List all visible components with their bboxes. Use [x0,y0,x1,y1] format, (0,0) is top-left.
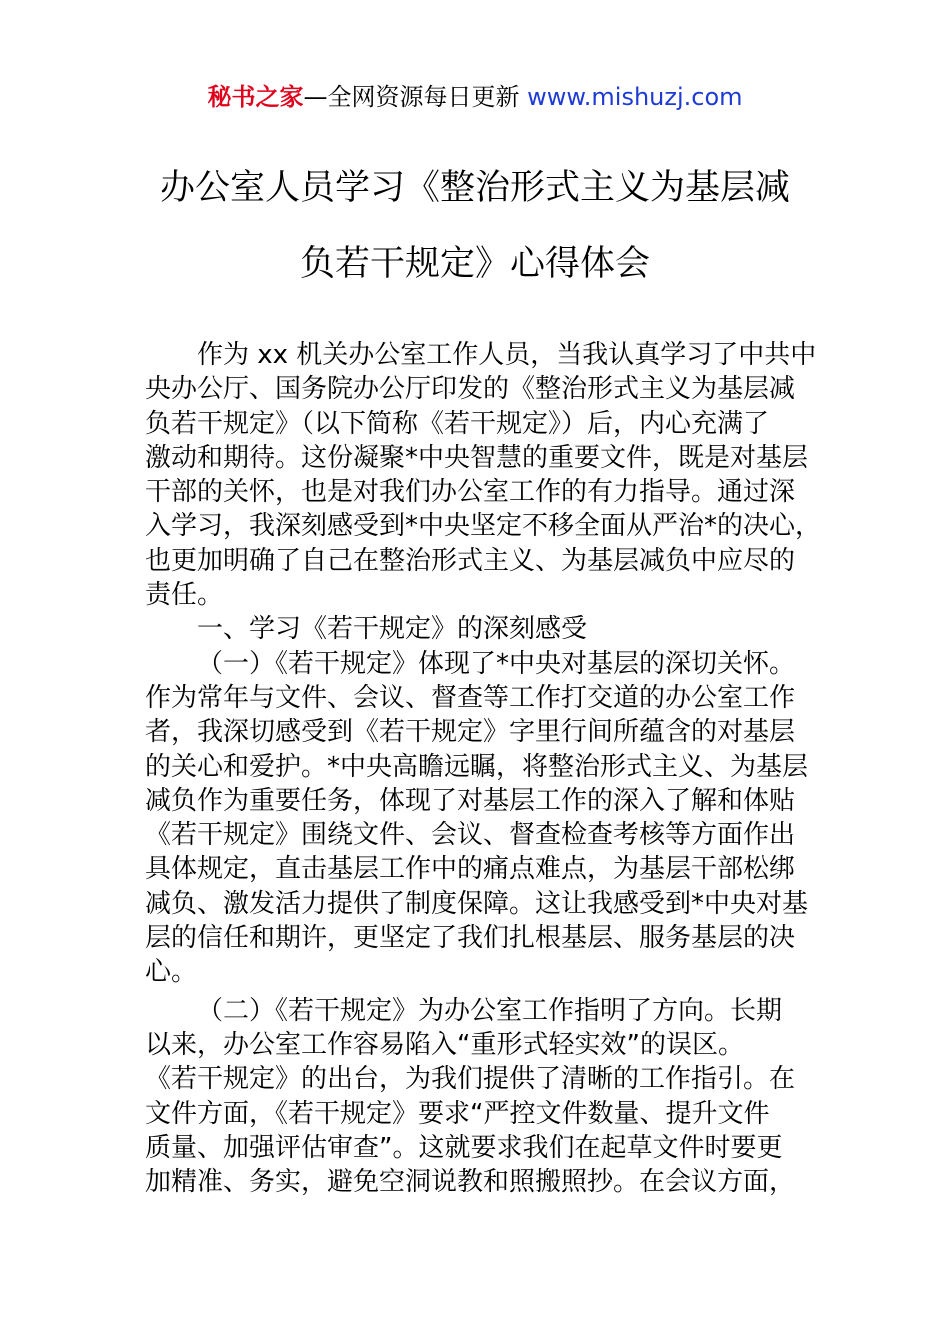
body-line: 以来，办公室工作容易陷入“重形式轻实效”的误区。 [145,1029,744,1060]
title-line: 办公室人员学习《整治形式主义为基层减 [159,168,790,208]
body-line: 加精准、务实，避免空洞说教和照搬照抄。在会议方面， [145,1167,796,1198]
site-url[interactable]: www.mishuzj.com [527,83,743,111]
brand-name: 秘书之家 [207,83,304,111]
body-line: 《若干规定》围绕文件、会议、督查检查考核等方面作出 [145,820,796,851]
document-title [80,150,870,302]
document-body [145,338,822,1199]
body-line: 也更加明确了自己在整治形式主义、为基层减负中应尽的 [145,545,796,576]
body-line: 激动和期待。这份凝聚*中央智慧的重要文件，既是对基层 [145,442,809,473]
body-line: 质量、加强评估审查”。这就要求我们在起草文件时要更 [145,1132,783,1163]
subsection-heading: （二）《若干规定》为办公室工作指明了方向。长期 [197,995,783,1026]
body-line: 减负、激发活力提供了制度保障。这让我感受到*中央对基 [145,888,809,919]
body-line: 减负作为重要任务，体现了对基层工作的深入了解和体贴 [145,785,796,816]
body-line: 作为常年与文件、会议、督查等工作打交道的办公室工作 [145,682,796,713]
body-line: 作为 xx 机关办公室工作人员，当我认真学习了中共中 [197,340,817,370]
section-heading: 一、学习《若干规定》的深刻感受 [197,614,588,645]
body-line: 责任。 [145,580,224,611]
body-line: 负若干规定》（以下简称《若干规定》）后，内心充满了 [145,408,770,439]
body-line: 入学习，我深刻感受到*中央坚定不移全面从严治*的决心， [145,511,822,542]
body-line: 央办公厅、国务院办公厅印发的《整治形式主义为基层减 [145,374,796,405]
body-line: 干部的关怀，也是对我们办公室工作的有力指导。通过深 [145,477,796,508]
body-line: 者，我深切感受到《若干规定》字里行间所蕴含的对基层 [145,717,796,748]
header-slogan: —全网资源每日更新 [303,83,528,111]
body-line: 心。 [145,957,198,988]
body-line: 的关心和爱护。*中央高瞻远瞩，将整治形式主义、为基层 [145,751,809,782]
body-line: 《若干规定》的出台，为我们提供了清晰的工作指引。在 [145,1064,796,1095]
body-line: 文件方面，《若干规定》要求“严控文件数量、提升文件 [145,1098,770,1129]
subsection-heading: （一）《若干规定》体现了*中央对基层的深切关怀。 [197,648,796,679]
body-line: 层的信任和期许，更坚定了我们扎根基层、服务基层的决 [145,923,796,954]
site-header [0,82,950,112]
title-line: 负若干规定》心得体会 [299,244,650,284]
body-line: 具体规定，直击基层工作中的痛点难点，为基层干部松绑 [145,854,796,885]
